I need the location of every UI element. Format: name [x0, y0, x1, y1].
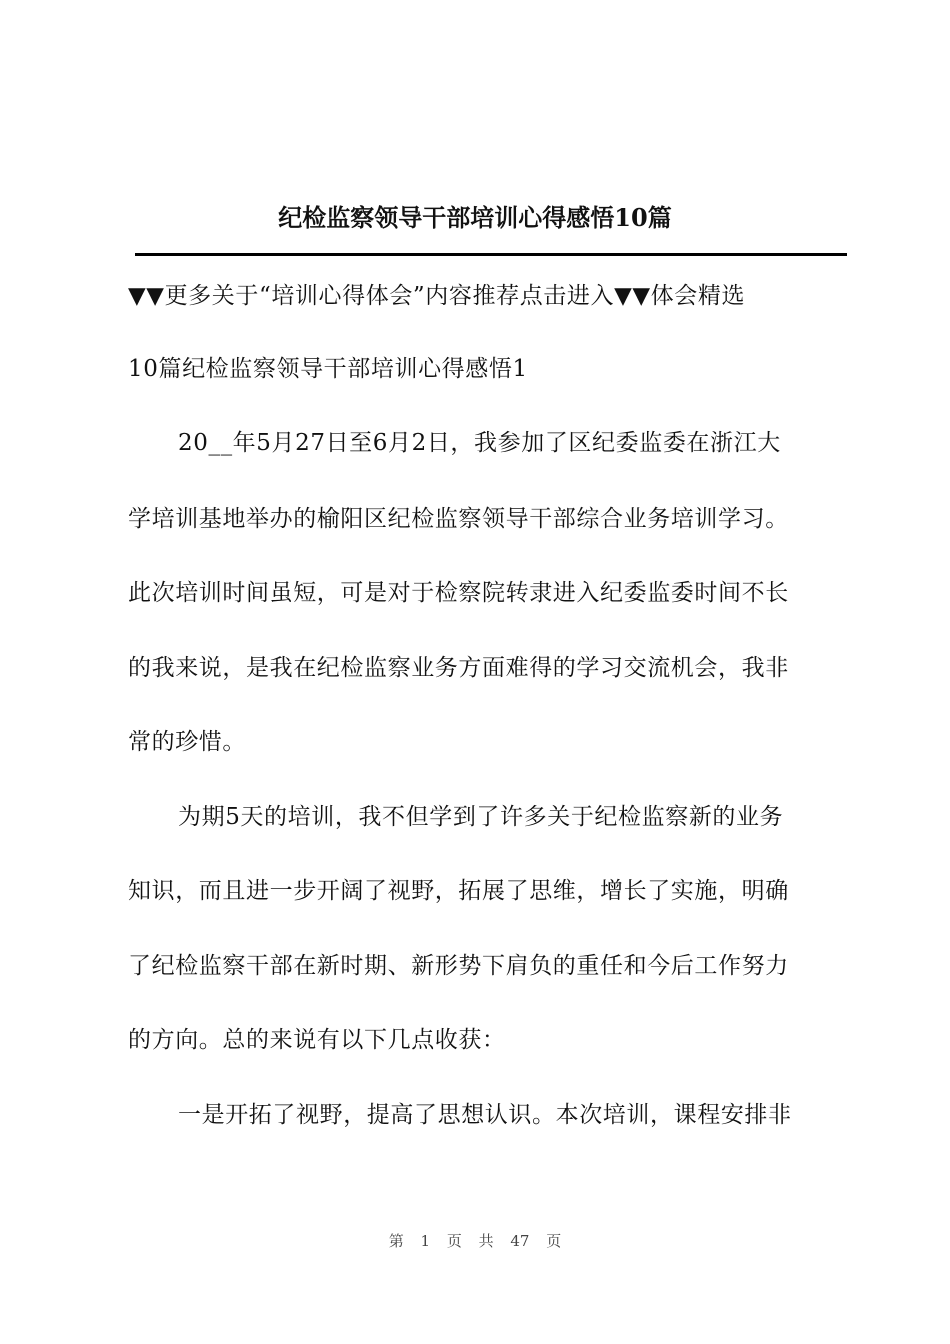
- promo-link-line[interactable]: ▼▼更多关于“培训心得体会”内容推荐点击进入▼▼体会精选: [128, 283, 746, 309]
- paragraph-line: 了纪检监察干部在新时期、新形势下肩负的重任和今后工作努力: [128, 953, 789, 979]
- paragraph-line: 的方向。总的来说有以下几点收获：: [128, 1027, 506, 1053]
- section-heading: 10篇纪检监察领导干部培训心得感悟1: [128, 356, 528, 382]
- paragraph-line: 20__年5月27日至6月2日，我参加了区纪委监委在浙江大: [178, 430, 781, 456]
- paragraph-line: 一是开拓了视野，提高了思想认识。本次培训，课程安排非: [178, 1102, 792, 1128]
- paragraph-line: 知识，而且进一步开阔了视野，拓展了思维，增长了实施，明确: [128, 878, 789, 904]
- paragraph-line: 学培训基地举办的榆阳区纪检监察领导干部综合业务培训学习。: [128, 506, 789, 532]
- paragraph-line: 此次培训时间虽短，可是对于检察院转隶进入纪委监委时间不长: [128, 580, 789, 606]
- paragraph-line: 为期5天的培训，我不但学到了许多关于纪检监察新的业务: [178, 804, 784, 830]
- paragraph-line: 常的珍惜。: [128, 729, 246, 755]
- title-divider: [135, 253, 847, 256]
- page-number-footer: 第 1 页 共 47 页: [388, 1232, 562, 1250]
- document-title: 纪检监察领导干部培训心得感悟10篇: [278, 203, 672, 232]
- paragraph-line: 的我来说，是我在纪检监察业务方面难得的学习交流机会，我非: [128, 655, 789, 681]
